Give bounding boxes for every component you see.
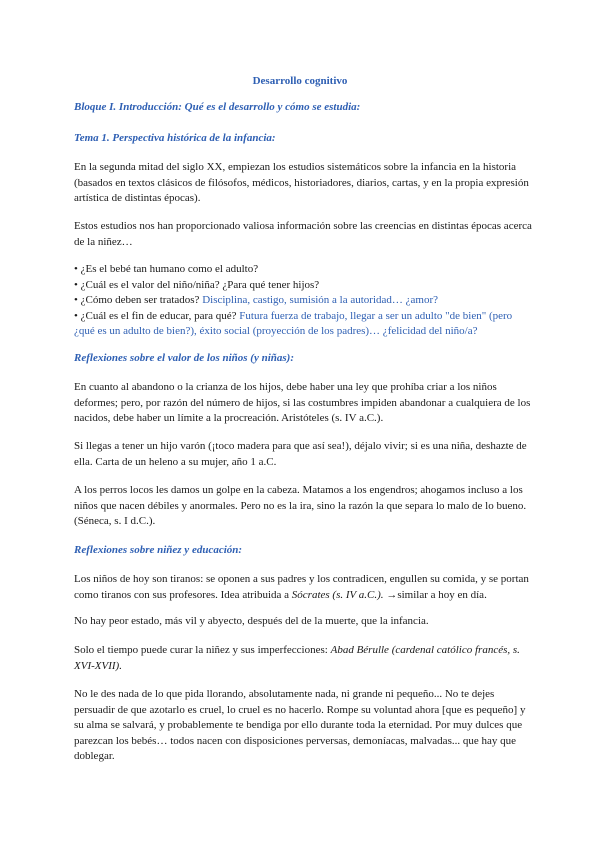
quote-socrates: Los niños de hoy son tiranos: se oponen a sus padres y los contradicen, engullen su comida, y se portan como tiranos con sus profesores. Idea atribuida a Sócrates (s. IV a.C.). →similar a hoy en día. — [74, 573, 529, 601]
answer-highlight: Disciplina, castigo, sumisión a la autoridad… ¿amor? — [202, 294, 439, 307]
document-title: Desarrollo cognitivo — [252, 75, 348, 87]
block-heading: Bloque I. Introducción: Qué es el desarrollo y cómo se estudia: — [74, 101, 361, 113]
attribution: Abad Bérulle (cardenal católico francés, s. XVI-XVII). — [74, 644, 520, 672]
attribution: Sócrates (s. IV a.C.). — [291, 588, 384, 601]
list-item: • ¿Cuál es el fin de educar, para qué? Futura fuerza de trabajo, llegar a ser un adulto "de bien" (pero ¿qué es un adulto de bien?), éxito social (proyección de los padres)… ¿felicidad del niño/a? — [74, 309, 534, 340]
quote-letter: Si llegas a tener un hijo varón (¡toco madera para que así sea!), déjalo vivir; si es una niña, deshazte de ella. Carta de un heleno a su mujer, año 1 a.C. — [74, 440, 527, 468]
studies-paragraph: Estos estudios nos han proporcionado valiosa información sobre las creencias en distintas épocas acerca de la niñez… — [74, 220, 532, 248]
section-heading-educacion: Reflexiones sobre niñez y educación: — [74, 544, 243, 556]
intro-paragraph: En la segunda mitad del siglo XX, empiezan los estudios sistemáticos sobre la infancia en la historia (basados en textos clásicos de filósofos, médicos, historiadores, diarios, cartas, y en la propia expresión artística de distintas épocas). — [74, 161, 529, 205]
questions-list — [74, 262, 534, 340]
list-item: • ¿Cuál es el valor del niño/niña? ¿Para qué tener hijos? — [74, 278, 534, 294]
topic-heading: Tema 1. Perspectiva histórica de la infancia: — [74, 132, 276, 144]
list-item: • ¿Cómo deben ser tratados? Disciplina, castigo, sumisión a la autoridad… ¿amor? — [74, 293, 534, 309]
answer-highlight: Futura fuerza de trabajo, llegar a ser un adulto "de bien" (pero ¿qué es un adulto de bien?), éxito social (proyección de los padres)… ¿felicidad del niño/a? — [74, 309, 513, 338]
quote-discipline: No le des nada de lo que pida llorando, absolutamente nada, ni grande ni pequeño... No te dejes persuadir de que azotarlo es cruel, lo cruel es no hacerlo. Rompe su voluntad ahora [que es pequeño] y su alma se salvará, y probablemente te bendiga por ello durante toda la eternidad. Por muy dulces que parezcan los bebés… todos nacen con disposiciones perversas, demoníacas, malvadas... que hay que doblegar. — [74, 688, 526, 763]
quote-aristoteles: En cuanto al abandono o la crianza de los hijos, debe haber una ley que prohíba criar a los niños deformes; pero, por razón del número de hijos, si las costumbres impiden abandonar a cualquiera de los nacidos, debe haber un límite a la procreación. Aristóteles (s. IV a.C.). — [74, 381, 531, 425]
quote-seneca: A los perros locos les damos un golpe en la cabeza. Matamos a los engendros; ahogamos incluso a los niños que nacen débiles y anormales. Pero no es la ira, sino la razón la que separa lo malo de lo bueno. (Séneca, s. I d.C.). — [74, 484, 527, 528]
list-item: • ¿Es el bebé tan humano como el adulto? — [74, 262, 534, 278]
quote-berulle: Solo el tiempo puede curar la niñez y sus imperfecciones: Abad Bérulle (cardenal católico francés, s. XVI-XVII). — [74, 644, 520, 672]
section-heading-valor: Reflexiones sobre el valor de los niños (y niñas): — [74, 352, 294, 364]
quote-infancia: No hay peor estado, más vil y abyecto, después del de la muerte, que la infancia. — [74, 615, 429, 627]
